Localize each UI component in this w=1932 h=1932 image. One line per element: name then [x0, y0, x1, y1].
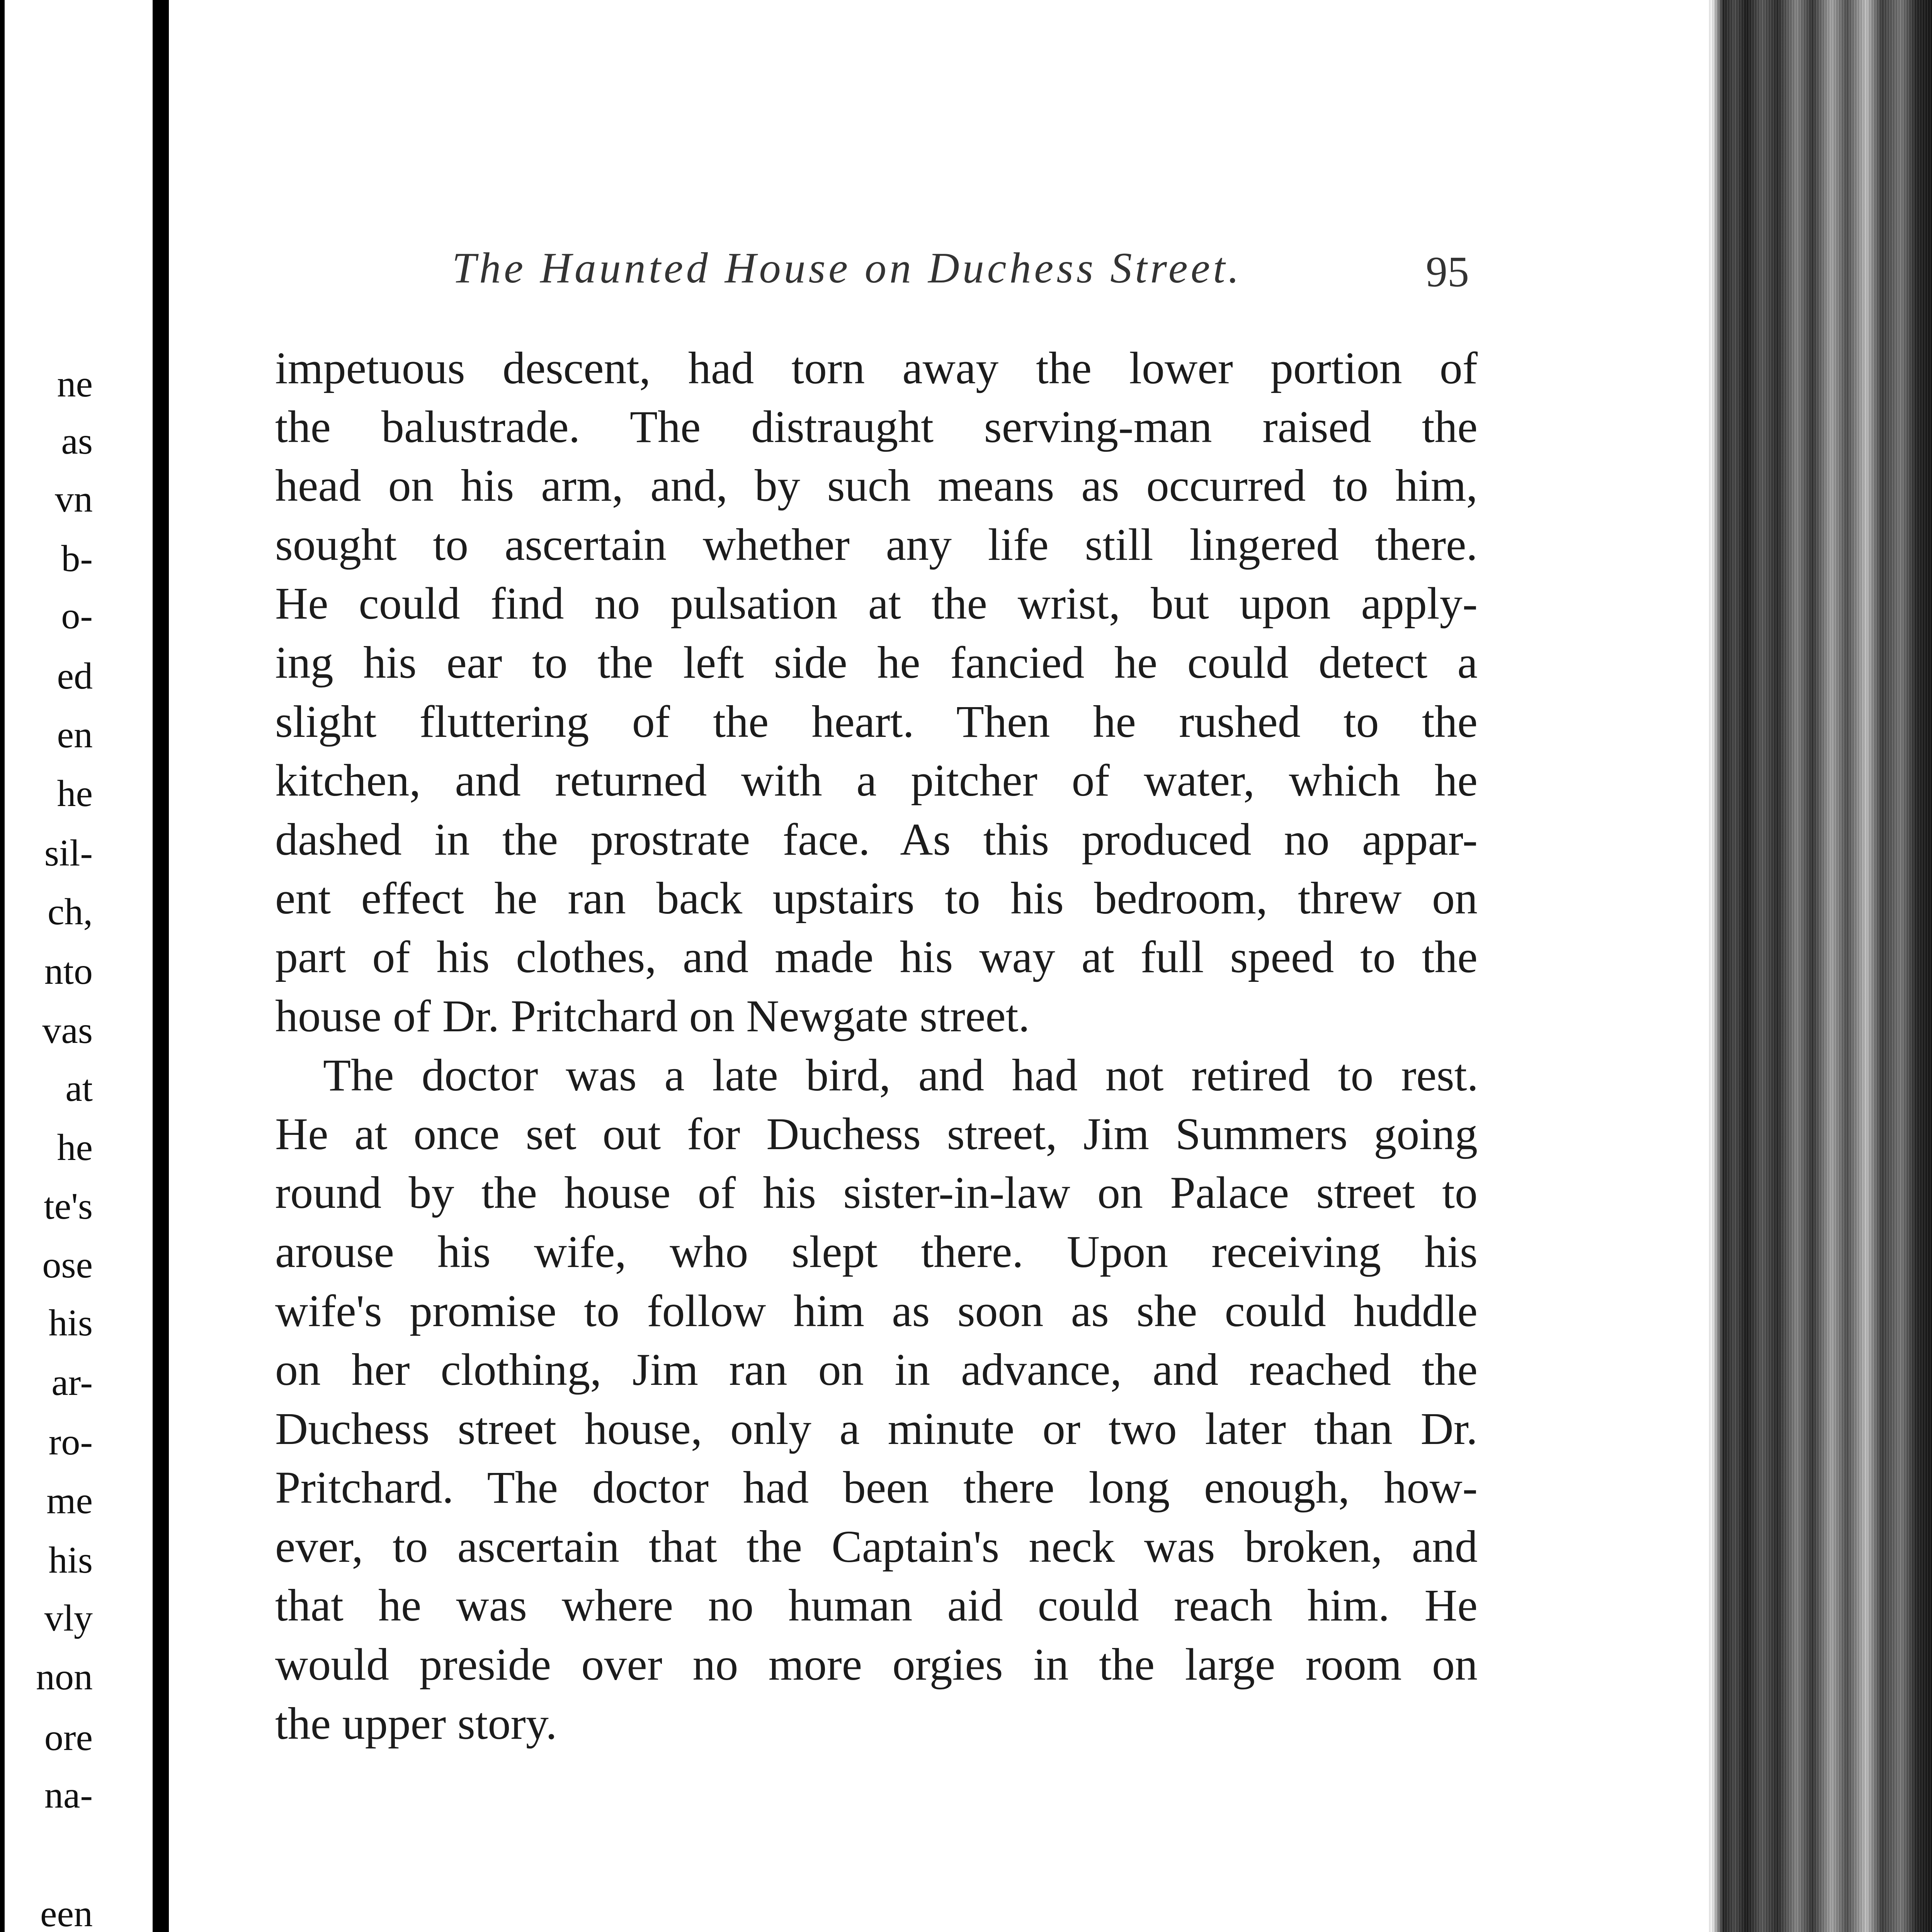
left-page-fragment: b-	[61, 538, 93, 580]
left-page-fragment: en	[57, 714, 93, 756]
text-line: ever, to ascertain that the Captain's neck was broken, and	[275, 1521, 1478, 1572]
text-line: The doctor was a late bird, and had not retired to rest.	[323, 1050, 1478, 1100]
left-page-fragment: te's	[44, 1185, 93, 1227]
text-line: on her clothing, Jim ran on in advance, and reached the	[275, 1344, 1478, 1395]
left-page-fragment: ed	[57, 655, 93, 697]
left-page-fragment: his	[48, 1539, 93, 1581]
text-line: that he was where no human aid could reach him. He	[275, 1580, 1478, 1631]
left-page-fragment: vly	[44, 1597, 93, 1639]
left-page-fragment: een	[40, 1893, 93, 1932]
left-page-fragment: he	[57, 773, 93, 815]
page-stack-edge	[1708, 0, 1932, 1932]
left-page-fragment: sil-	[44, 832, 93, 874]
text-line: dashed in the prostrate face. As this produced no appar-	[275, 814, 1478, 865]
text-line: house of Dr. Pritchard on Newgate street.	[275, 991, 1030, 1041]
text-line: kitchen, and returned with a pitcher of water, which he	[275, 755, 1478, 806]
left-page-fragment: ne	[57, 363, 93, 405]
left-page-fragment: me	[46, 1480, 93, 1522]
left-page-fragment: o-	[61, 595, 93, 637]
text-line: the balustrade. The distraught serving-man raised the	[275, 401, 1478, 452]
text-line: Pritchard. The doctor had been there long enough, how-	[275, 1462, 1478, 1513]
left-page-fragment: na-	[44, 1774, 93, 1816]
text-line: arouse his wife, who slept there. Upon receiving his	[275, 1226, 1478, 1277]
text-line: head on his arm, and, by such means as occurred to him,	[275, 460, 1478, 511]
left-page-fragment: vn	[55, 478, 93, 520]
left-page-fragment: nto	[44, 951, 93, 992]
text-line: He could find no pulsation at the wrist, but upon apply-	[275, 578, 1478, 629]
text-line: slight fluttering of the heart. Then he rushed to the	[275, 696, 1478, 747]
text-line: ent effect he ran back upstairs to his bedroom, threw on	[275, 873, 1478, 923]
left-page-fragment: his	[48, 1302, 93, 1344]
text-line: part of his clothes, and made his way at full speed to the	[275, 932, 1478, 982]
text-line: sought to ascertain whether any life still lingered there.	[275, 519, 1478, 570]
left-page-margin	[5, 0, 153, 1932]
page-number: 95	[1426, 248, 1469, 296]
text-line: wife's promise to follow him as soon as she could huddle	[275, 1286, 1478, 1336]
left-page-fragment: ch,	[48, 891, 93, 933]
left-page-fragment: at	[65, 1068, 93, 1109]
left-page-fragment: ose	[42, 1244, 93, 1286]
scan-left-border	[0, 0, 5, 1932]
left-page-fragment: non	[36, 1656, 93, 1698]
left-page-fragment: vas	[42, 1010, 93, 1051]
left-page-fragment: ore	[44, 1717, 93, 1759]
binding-gutter	[153, 0, 169, 1932]
text-line: would preside over no more orgies in the large room on	[275, 1639, 1478, 1690]
text-line: ing his ear to the left side he fancied he could detect a	[275, 637, 1478, 688]
text-line: Duchess street house, only a minute or two later than Dr.	[275, 1403, 1478, 1454]
left-page-fragment: ro-	[48, 1421, 93, 1463]
running-head: The Haunted House on Duchess Street.	[452, 244, 1242, 292]
left-page-fragment: ar-	[51, 1362, 93, 1403]
text-line: round by the house of his sister-in-law on Palace street to	[275, 1167, 1478, 1218]
text-line: He at once set out for Duchess street, Jim Summers going	[275, 1109, 1478, 1159]
text-line: the upper story.	[275, 1698, 557, 1749]
left-page-fragment: as	[61, 420, 93, 462]
left-page-fragment: he	[57, 1127, 93, 1168]
text-line: impetuous descent, had torn away the lower portion of	[275, 343, 1478, 393]
